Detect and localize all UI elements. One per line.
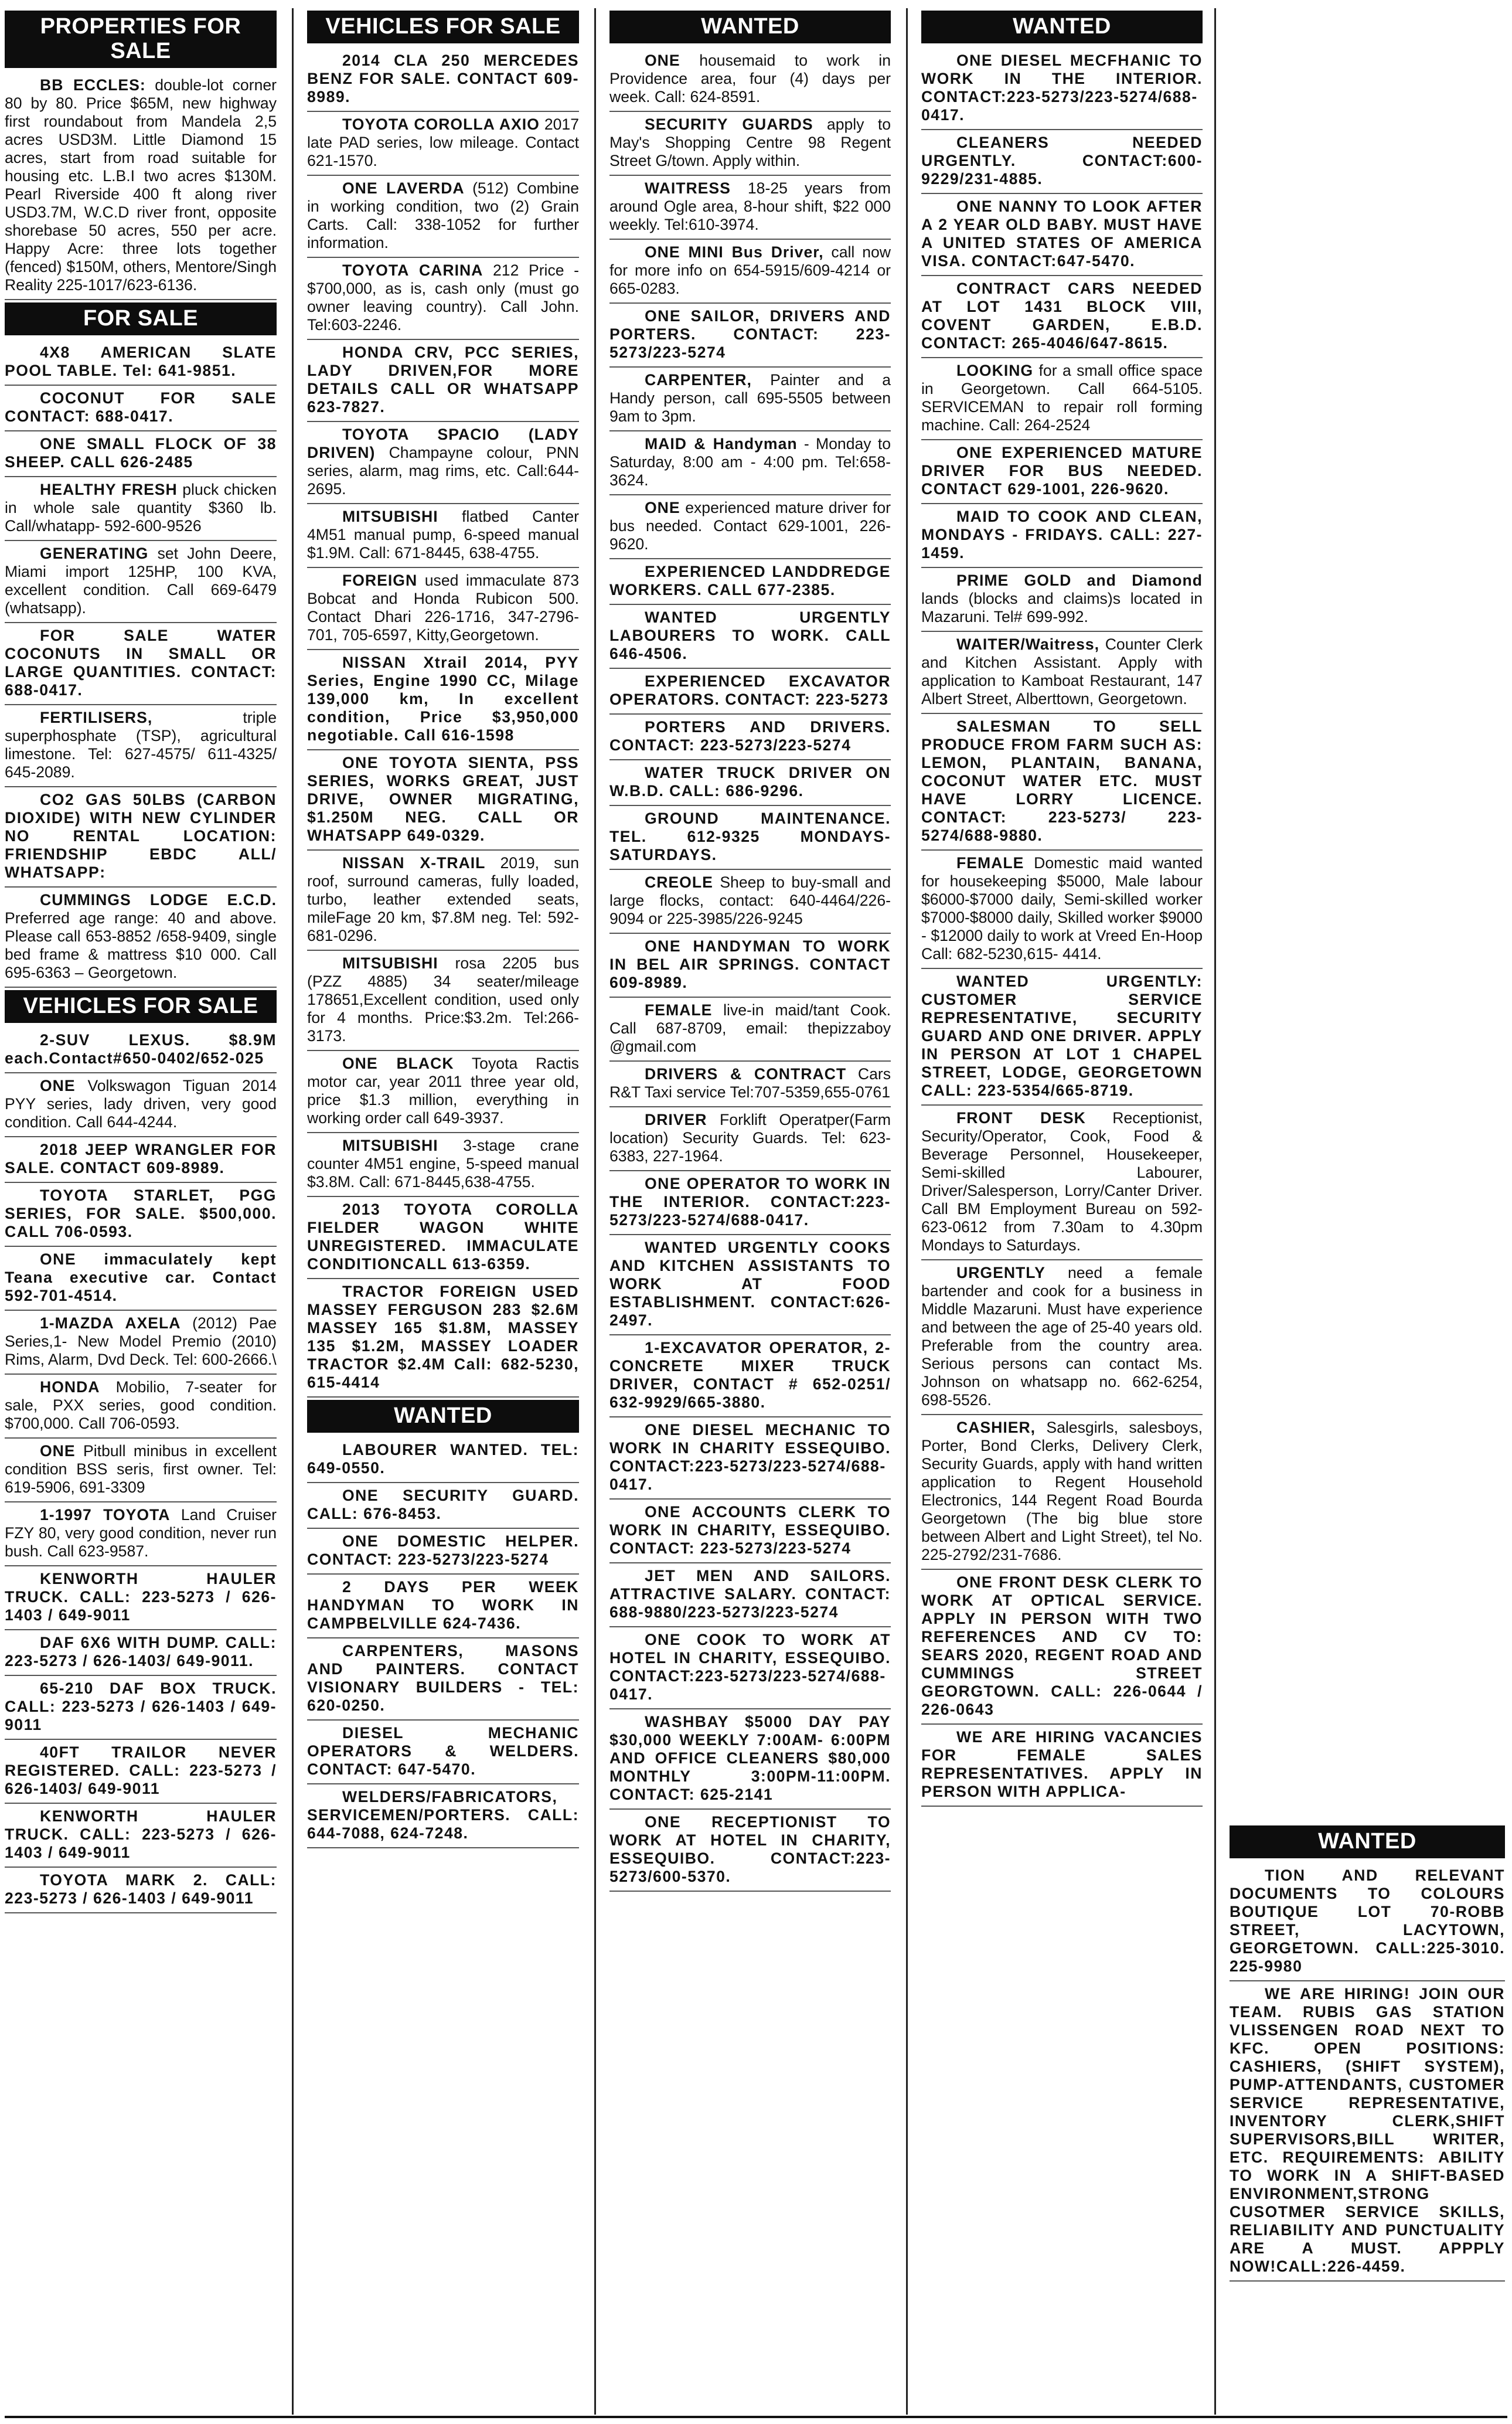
- classified-ad: [921, 1570, 1203, 1725]
- ad-lead: ONE SAILOR, DRIVERS AND PORTERS. CONTACT: 223-5273/223-5274: [609, 307, 891, 361]
- classified-ad: [307, 1133, 579, 1197]
- ad-lead: WAITRESS: [645, 179, 731, 197]
- classified-ad: [921, 714, 1203, 851]
- section-heading: VEHICLES FOR SALE: [307, 11, 579, 43]
- classified-ad: [307, 1051, 579, 1133]
- ad-lead: PRIME GOLD and Diamond: [956, 572, 1203, 589]
- ad-lead: 1-EXCAVATOR OPERATOR, 2- CONCRETE MIXER TRUCK DRIVER, CONTACT # 652-0251/ 632-9929/665-3880.: [609, 1339, 891, 1411]
- classified-ad: [307, 568, 579, 650]
- ad-lead: KENWORTH HAULER TRUCK. CALL: 223-5273 / 626-1403 / 649-9011: [5, 1570, 277, 1624]
- ad-body: set John Deere, Miami import 125HP, 100 KVA, excellent condition. Call 669-6479 (whatsapp).: [5, 545, 277, 617]
- ad-lead: DAF 6X6 WITH DUMP. CALL: 223-5273 / 626-1403/ 649-9011.: [5, 1634, 277, 1670]
- ad-lead: LOOKING: [956, 362, 1034, 379]
- classified-ad: [307, 1529, 579, 1575]
- ad-lead: COCONUT FOR SALE CONTACT: 688-0417.: [5, 389, 277, 425]
- classified-ad: [5, 1804, 277, 1868]
- classified-ad: [609, 240, 891, 304]
- ad-lead: ONE: [40, 1077, 76, 1094]
- classified-ad: [5, 1676, 277, 1740]
- ad-lead: ONE MINI Bus Driver,: [645, 243, 824, 261]
- ad-lead: FOR SALE WATER COCONUTS IN SMALL OR LARGE QUANTITIES. CONTACT: 688-0417.: [5, 627, 277, 699]
- ad-body: 18-25 years from around Ogle area, 8-hour shift, $22 000 weekly. Tel:610-3974.: [609, 179, 891, 233]
- ad-lead: DRIVER: [645, 1111, 707, 1128]
- classified-ad: [5, 1439, 277, 1502]
- ad-lead: FOREIGN: [342, 572, 418, 589]
- classified-ad: [609, 495, 891, 559]
- ad-body: Painter and a Handy person, call 695-5505 between 9am to 3pm.: [609, 371, 891, 425]
- ad-lead: MITSUBISHI: [342, 1137, 438, 1154]
- ad-body: for a small office space in Georgetown. Call 664-5105. SERVICEMAN to repair roll forming machine. Call: 264-2524: [921, 362, 1203, 434]
- classified-ad: [307, 1483, 579, 1529]
- ad-body: 2017 late PAD series, low mileage. Contact 621-1570.: [307, 115, 579, 169]
- ad-body: rosa 2205 bus (PZZ 4885) 34 seater/mileage 178651,Excellent condition, used only for 4 months. Price:$3.2m. Tel:266-3173.: [307, 954, 579, 1045]
- classified-ad: [609, 431, 891, 495]
- classified-ad: [5, 431, 277, 477]
- column-rule: [1214, 8, 1216, 2415]
- classified-ad: [609, 176, 891, 240]
- ad-lead: ONE FRONT DESK CLERK TO WORK AT OPTICAL SERVICE. APPLY IN PERSON WITH TWO REFERENCES AND CV TO: SEARS 2020, REGENT ROAD AND CUMMINGS STREET GEORGTOWN. CALL: 226-0644 / 226-0643: [921, 1573, 1203, 1718]
- ad-lead: LABOURER WANTED. TEL: 649-0550.: [307, 1441, 579, 1477]
- ad-lead: 2014 CLA 250 MERCEDES BENZ FOR SALE. CONTACT 609-8989.: [307, 52, 579, 106]
- ad-lead: TOYOTA STARLET, PGG SERIES, FOR SALE. $500,000. CALL 706-0593.: [5, 1186, 277, 1240]
- ad-body: Sheep to buy-small and large flocks, contact: 640-4464/226-9094 or 225-3985/226-9245: [609, 873, 891, 927]
- ad-body: Volkswagon Tiguan 2014 PYY series, lady driven, very good condition. Call 644-4244.: [5, 1077, 277, 1131]
- ad-lead: TOYOTA COROLLA AXIO: [342, 115, 540, 133]
- ad-lead: 40FT TRAILOR NEVER REGISTERED. CALL: 223-5273 / 626-1403/ 649-9011: [5, 1743, 277, 1797]
- ad-lead: TRACTOR FOREIGN USED MASSEY FERGUSON 283 $2.6M MASSEY 165 $1.8M, MASSEY 135 $1.2M, MASSEY LOADER TRACTOR $2.4M Call: 682-5230, 615-4414: [307, 1283, 579, 1391]
- classified-ad: [5, 623, 277, 705]
- ad-lead: DRIVERS & CONTRACT: [645, 1065, 847, 1083]
- classified-ad: [921, 504, 1203, 568]
- ad-lead: TOYOTA CARINA: [342, 261, 483, 279]
- ad-lead: CREOLE: [645, 873, 713, 891]
- ad-lead: WATER TRUCK DRIVER ON W.B.D. CALL: 686-9296.: [609, 764, 891, 800]
- ad-lead: CO2 GAS 50LBS (CARBON DIOXIDE) WITH NEW CYLINDER NO RENTAL LOCATION: FRIENDSHIP EBDC ALL/ WHATSAPP:: [5, 791, 277, 881]
- classified-ad: [307, 1784, 579, 1848]
- classified-ad: [5, 386, 277, 431]
- classified-ad: [609, 1062, 891, 1107]
- ad-lead: WANTED URGENTLY COOKS AND KITCHEN ASSISTANTS TO WORK AT FOOD ESTABLISHMENT. CONTACT:626-2497.: [609, 1239, 891, 1329]
- ad-body: Receptionist, Security/Operator, Cook, Food & Beverage Personnel, Housekeeper, Semi-skilled Labourer, Driver/Salesperson, Lorry/Canter Driver. Call BM Employment Bureau on 592-623-0612 from 7.30am to 4.30pm Mondays to Saturdays.: [921, 1109, 1203, 1254]
- classified-ad: [609, 1107, 891, 1171]
- classifieds-column-4: [921, 8, 1203, 2418]
- classified-ad: [307, 951, 579, 1051]
- ad-lead: ONE DIESEL MECHANIC TO WORK IN CHARITY ESSEQUIBO. CONTACT:223-5273/223-5274/688-0417.: [609, 1421, 891, 1493]
- classified-ad: [609, 1235, 891, 1335]
- ad-lead: HONDA: [40, 1378, 100, 1396]
- ad-lead: FEMALE: [645, 1001, 713, 1019]
- ad-lead: ONE LAVERDA: [342, 179, 465, 197]
- classifieds-column-1: [5, 8, 277, 2418]
- ad-body: Toyota Ractis motor car, year 2011 three year old, price $1.3 million, everything in working order call 649-3937.: [307, 1055, 579, 1127]
- classified-ad: [609, 1171, 891, 1235]
- ad-body: double-lot corner 80 by 80. Price $65M, new highway first roundabout from Mandela 2,5 acres USD3M. Little Diamond 15 acres, start from road suitable for housing etc. L.B.I two acres $130M. Pearl Riverside 400 ft along river USD3.7M, W.C.D river front, opposite shorebase 50 acres, 550 per acre. Happy Acre: three lots together (fenced) $150M, others, Mentore/Singh Reality 225-1017/623-6136.: [5, 76, 277, 294]
- ad-body: apply to May's Shopping Centre 98 Regent Street G/town. Apply within.: [609, 115, 891, 169]
- ad-lead: ONE NANNY TO LOOK AFTER A 2 YEAR OLD BABY. MUST HAVE A UNITED STATES OF AMERICA VISA. CONTACT:647-5470.: [921, 198, 1203, 270]
- classified-ad: [921, 358, 1203, 440]
- classified-ad: [5, 1868, 277, 1913]
- classified-ad: [5, 705, 277, 787]
- classified-ad: [307, 1437, 579, 1483]
- ad-body: pluck chicken in whole sale quantity $360 lb. Call/whatapp- 592-600-9526: [5, 481, 277, 535]
- classified-ad: [307, 1279, 579, 1398]
- classified-ad: [307, 851, 579, 951]
- classified-ad: [921, 1725, 1203, 1807]
- ad-lead: ONE DOMESTIC HELPER. CONTACT: 223-5273/223-5274: [307, 1532, 579, 1568]
- ad-lead: WASHBAY $5000 DAY PAY $30,000 WEEKLY 7:00AM- 6:00PM AND OFFICE CLEANERS $80,000 MONTHLY 3:00PM-11:00PM. CONTACT: 625-2141: [609, 1713, 891, 1803]
- section-heading: FOR SALE: [5, 302, 277, 335]
- classified-ad: [1230, 1863, 1505, 1981]
- ad-lead: KENWORTH HAULER TRUCK. CALL: 223-5273 / 626-1403 / 649-9011: [5, 1807, 277, 1861]
- column-rule: [906, 8, 908, 2415]
- ad-body: used immaculate 873 Bobcat and Honda Rubicon 500. Contact Dhari 226-1716, 347-2796-701, 705-6597, Kitty,Georgetown.: [307, 572, 579, 644]
- classified-ad: [5, 73, 277, 300]
- ad-body: Counter Clerk and Kitchen Assistant. Apply with application to Kamboat Restaurant, 147 Albert Street, Alberttown, Georgetown.: [921, 635, 1203, 708]
- classified-ad: [307, 1638, 579, 1721]
- ad-lead: 2013 TOYOTA COROLLA FIELDER WAGON WHITE UNREGISTERED. IMMACULATE CONDITIONCALL 613-6359.: [307, 1201, 579, 1273]
- classified-ad: [5, 1247, 277, 1311]
- classified-ad: [921, 1415, 1203, 1570]
- classified-ad: [5, 1073, 277, 1137]
- ad-lead: WANTED URGENTLY LABOURERS TO WORK. CALL 646-4506.: [609, 608, 891, 662]
- classified-ad: [307, 1197, 579, 1279]
- classified-ad: [5, 1740, 277, 1804]
- ad-lead: NISSAN X-TRAIL: [342, 854, 486, 872]
- classified-ad: [609, 1627, 891, 1709]
- ad-body: housemaid to work in Providence area, four (4) days per week. Call: 624-8591.: [609, 52, 891, 106]
- classified-ad: [609, 870, 891, 934]
- classified-ad: [5, 888, 277, 988]
- classifieds-column-2: [307, 8, 579, 2418]
- classified-ad: [609, 1810, 891, 1892]
- ad-lead: ONE SECURITY GUARD. CALL: 676-8453.: [307, 1487, 579, 1522]
- ad-lead: NISSAN Xtrail 2014, PYY Series, Engine 1990 CC, Milage 139,000 km, In excellent condition, Price $3,950,000 negotiable. Call 616-1598: [307, 654, 579, 744]
- ad-lead: ONE ACCOUNTS CLERK TO WORK IN CHARITY, ESSEQUIBO. CONTACT: 223-5273/223-5274: [609, 1503, 891, 1557]
- ad-body: need a female bartender and cook for a business in Middle Mazaruni. Must have experience and between the age of 25-40 years old. Preferable from the country area. Serious persons can contact Ms. Johnson on whatsapp no. 662-6254, 698-5526.: [921, 1264, 1203, 1409]
- column-rule: [292, 8, 294, 2415]
- classified-ad: [609, 304, 891, 368]
- classified-ad: [921, 440, 1203, 504]
- classified-ad: [609, 1563, 891, 1627]
- classified-ad: [5, 340, 277, 386]
- ad-lead: GROUND MAINTENANCE. TEL. 612-9325 MONDAYS-SATURDAYS.: [609, 810, 891, 863]
- ad-lead: CARPENTERS, MASONS AND PAINTERS. CONTACT VISIONARY BUILDERS - TEL: 620-0250.: [307, 1642, 579, 1714]
- classified-ad: [307, 48, 579, 112]
- ad-body: 3-stage crane counter 4M51 engine, 5-speed manual $3.8M. Call: 671-8445,638-4755.: [307, 1137, 579, 1191]
- ad-lead: ONE OPERATOR TO WORK IN THE INTERIOR. CONTACT:223-5273/223-5274/688-0417.: [609, 1175, 891, 1229]
- ad-body: Cars R&T Taxi service Tel:707-5359,655-0761: [609, 1065, 891, 1101]
- ad-lead: SALESMAN TO SELL PRODUCE FROM FARM SUCH AS: LEMON, PLANTAIN, BANANA, COCONUT WATER ETC. MUST HAVE LORRY LICENCE. CONTACT: 223-5273/ 223-5274/688-9880.: [921, 718, 1203, 844]
- ad-lead: WE ARE HIRING! JOIN OUR TEAM. RUBIS GAS STATION VLISSENGEN ROAD NEXT TO KFC. OPEN POSITIONS: CASHIERS, (SHIFT SYSTEM), PUMP-ATTENDANTS, CUSTOMER SERVICE REPRESENTATIVE, INVENTORY CLERK,SHIFT SUPERVISORS,BILL WRITER, ETC. REQUIREMENTS: ABILITY TO WORK IN A SHIFT-BASED ENVIRONMENT,STRONG CUSOTMER SERVICE SKILLS, RELIABILITY AND PUNCTUALITY ARE A MUST. APPPLY NOW!CALL:226-4459.: [1230, 1985, 1505, 2275]
- classified-ad: [609, 806, 891, 870]
- ad-lead: FERTILISERS,: [40, 709, 153, 726]
- classified-ad: [307, 176, 579, 258]
- ad-lead: GENERATING: [40, 545, 149, 562]
- classified-ad: [921, 276, 1203, 358]
- ad-body: call now for more info on 654-5915/609-4214 or 665-0283.: [609, 243, 891, 297]
- ad-lead: WE ARE HIRING VACANCIES FOR FEMALE SALES REPRESENTATIVES. APPLY IN PERSON WITH APPLICA-: [921, 1728, 1203, 1800]
- ad-lead: PORTERS AND DRIVERS. CONTACT: 223-5273/223-5274: [609, 718, 891, 754]
- classified-ad: [5, 477, 277, 541]
- classified-ad: [307, 1721, 579, 1784]
- ad-lead: ONE: [645, 52, 680, 69]
- classified-ad: [609, 112, 891, 176]
- ad-lead: JET MEN AND SAILORS. ATTRACTIVE SALARY. CONTACT: 688-9880/223-5273/223-5274: [609, 1567, 891, 1621]
- ad-body: Land Cruiser FZY 80, very good condition, never run bush. Call 623-9587.: [5, 1506, 277, 1560]
- ad-lead: CLEANERS NEEDED URGENTLY. CONTACT:600-9229/231-4885.: [921, 134, 1203, 188]
- classified-ad: [921, 1260, 1203, 1415]
- ad-body: Domestic maid wanted for housekeeping $5000, Male labour $6000-$7000 daily, Semi-skilled worker $7000-$8000 daily, Skilled worker $9000 - $12000 daily to work at Vreed En-Hoop Call: 682-5230,615- 4414.: [921, 854, 1203, 963]
- classified-ad: [609, 605, 891, 669]
- ad-lead: TOYOTA MARK 2. CALL: 223-5273 / 626-1403 / 649-9011: [5, 1871, 277, 1907]
- classified-ad: [307, 112, 579, 176]
- ad-lead: 2018 JEEP WRANGLER FOR SALE. CONTACT 609-8989.: [5, 1141, 277, 1177]
- ad-lead: EXPERIENCED EXCAVATOR OPERATORS. CONTACT: 223-5273: [609, 672, 891, 708]
- ad-lead: 4X8 AMERICAN SLATE POOL TABLE. Tel: 641-9851.: [5, 344, 277, 379]
- ad-lead: ONE immaculately kept Teana executive car. Contact 592-701-4514.: [5, 1250, 277, 1304]
- ad-body: Champayne colour, PNN series, alarm, mag rims, etc. Call:644-2695.: [307, 444, 579, 498]
- classified-ad: [609, 934, 891, 998]
- classified-ad: [609, 368, 891, 431]
- ad-lead: ONE DIESEL MECFHANIC TO WORK IN THE INTERIOR. CONTACT:223-5273/223-5274/688-0417.: [921, 52, 1203, 124]
- ad-body: Forklift Operatper(Farm location) Security Guards. Tel: 623-6383, 227-1964.: [609, 1111, 891, 1165]
- ad-lead: HEALTHY FRESH: [40, 481, 178, 498]
- classified-ad: [921, 632, 1203, 714]
- classified-ad: [609, 760, 891, 806]
- classified-ad: [5, 1183, 277, 1247]
- classified-ad: [307, 1575, 579, 1638]
- ad-lead: DIESEL MECHANIC OPERATORS & WELDERS. CONTACT: 647-5470.: [307, 1724, 579, 1778]
- classified-ad: [609, 1709, 891, 1810]
- ad-lead: 65-210 DAF BOX TRUCK. CALL: 223-5273 / 626-1403 / 649-9011: [5, 1680, 277, 1733]
- classified-ad: [609, 1335, 891, 1417]
- ad-lead: SECURITY GUARDS: [645, 115, 813, 133]
- classified-ad: [921, 194, 1203, 276]
- ad-body: (2012) Pae Series,1- New Model Premio (2010) Rims, Alarm, Dvd Deck. Tel: 600-2666.\: [5, 1314, 277, 1368]
- classified-ad: [307, 650, 579, 750]
- ad-lead: MAID TO COOK AND CLEAN, MONDAYS - FRIDAYS. CALL: 227-1459.: [921, 508, 1203, 562]
- ad-lead: CONTRACT CARS NEEDED AT LOT 1431 BLOCK VIII, COVENT GARDEN, E.B.D. CONTACT: 265-4046/647-8615.: [921, 280, 1203, 352]
- section-heading: WANTED: [609, 11, 891, 43]
- section-heading: WANTED: [921, 11, 1203, 43]
- ad-body: 2019, sun roof, surround cameras, fully loaded, turbo, leather extended seats, mileFage 20 km, $7.8M neg. Tel: 592-681-0296.: [307, 854, 579, 944]
- classified-ad: [5, 1502, 277, 1566]
- ad-body: live-in maid/tant Cook. Call 687-8709, email: thepizzaboy @gmail.com: [609, 1001, 891, 1055]
- ad-body: Mobilio, 7-seater for sale, PXX series, good condition. $700,000. Call 706-0593.: [5, 1378, 277, 1432]
- ad-lead: MITSUBISHI: [342, 954, 438, 972]
- classified-ad: [609, 559, 891, 605]
- classified-ad: [609, 1417, 891, 1500]
- classified-ad: [5, 1630, 277, 1676]
- ad-lead: MAID & Handyman: [645, 435, 798, 453]
- ad-body: Salesgirls, salesboys, Porter, Bond Clerks, Delivery Clerk, Security Guards, apply with hand written application to Regent Household Electronics, 144 Regent Road Bourda Georgetown (The big blue store between Albert and Light Street), tel No. 225-2792/231-7686.: [921, 1419, 1203, 1563]
- classifieds-column-5: [1230, 1823, 1505, 2415]
- classified-ad: [307, 422, 579, 504]
- ad-lead: ONE: [40, 1442, 76, 1460]
- ad-body: (512) Combine in working condition, two (2) Grain Carts. Call: 338-1052 for further information.: [307, 179, 579, 251]
- classified-ad: [609, 998, 891, 1062]
- classified-ad: [921, 568, 1203, 632]
- column-rule: [594, 8, 596, 2415]
- ad-body: Pitbull minibus in excellent condition BSS seris, first owner. Tel: 619-5906, 691-3309: [5, 1442, 277, 1496]
- ad-lead: CARPENTER,: [645, 371, 752, 389]
- section-heading: PROPERTIES FOR SALE: [5, 11, 277, 68]
- ad-lead: TOYOTA SPACIO (LADY DRIVEN): [307, 426, 579, 461]
- ad-body: Preferred age range: 40 and above. Please call 653-8852 /658-9409, single bed frame & mattress $10 000. Call 695-6363 – Georgetown.: [5, 909, 277, 981]
- ad-lead: EXPERIENCED LANDDREDGE WORKERS. CALL 677-2385.: [609, 563, 891, 599]
- classified-ad: [921, 1106, 1203, 1260]
- classified-ad: [5, 1028, 277, 1073]
- ad-lead: URGENTLY: [956, 1264, 1046, 1281]
- ad-body: flatbed Canter 4M51 manual pump, 6-speed manual $1.9M. Call: 671-8445, 638-4755.: [307, 508, 579, 562]
- ad-body: 212 Price - $700,000, as is, cash only (must go owner leaving country). Call John. Tel:603-2246.: [307, 261, 579, 334]
- ad-lead: ONE TOYOTA SIENTA, PSS SERIES, WORKS GREAT, JUST DRIVE, OWNER MIGRATING, $1.250M NEG. CALL OR WHATSAPP 649-0329.: [307, 754, 579, 844]
- ad-lead: ONE SMALL FLOCK OF 38 SHEEP. CALL 626-2485: [5, 435, 277, 471]
- ad-body: triple superphosphate (TSP), agricultural limestone. Tel: 627-4575/ 611-4325/ 645-2089.: [5, 709, 277, 781]
- ad-lead: ONE EXPERIENCED MATURE DRIVER FOR BUS NEEDED. CONTACT 629-1001, 226-9620.: [921, 444, 1203, 498]
- ad-lead: FEMALE: [956, 854, 1024, 872]
- ad-lead: ONE: [645, 499, 680, 516]
- section-heading: WANTED: [1230, 1825, 1505, 1858]
- ad-lead: CASHIER,: [956, 1419, 1036, 1436]
- section-heading: WANTED: [307, 1400, 579, 1433]
- classified-ad: [609, 48, 891, 112]
- ad-lead: 2-SUV LEXUS. $8.9M each.Contact#650-0402/652-025: [5, 1031, 277, 1067]
- ad-lead: WAITER/Waitress,: [956, 635, 1100, 653]
- classified-ad: [609, 715, 891, 760]
- classified-ad: [921, 851, 1203, 969]
- ad-lead: BB ECCLES:: [40, 76, 146, 94]
- section-heading: VEHICLES FOR SALE: [5, 990, 277, 1023]
- classified-ad: [307, 258, 579, 340]
- classifieds-column-3: [609, 8, 891, 2418]
- classified-ad: [307, 504, 579, 568]
- ad-lead: TION AND RELEVANT DOCUMENTS TO COLOURS BOUTIQUE LOT 70-ROBB STREET, LACYTOWN, GEORGETOWN. CALL:225-3010. 225-9980: [1230, 1867, 1505, 1975]
- ad-lead: 1-1997 TOYOTA: [40, 1506, 171, 1524]
- ad-lead: ONE RECEPTIONIST TO WORK AT HOTEL IN CHARITY, ESSEQUIBO. CONTACT:223-5273/600-5370.: [609, 1813, 891, 1885]
- classified-ad: [5, 1137, 277, 1183]
- ad-lead: WELDERS/FABRICATORS, SERVICEMEN/PORTERS. CALL: 644-7088, 624-7248.: [307, 1788, 579, 1842]
- classified-ad: [5, 787, 277, 888]
- classified-ad: [1230, 1981, 1505, 2282]
- ad-lead: 2 DAYS PER WEEK HANDYMAN TO WORK IN CAMPBELVILLE 624-7436.: [307, 1578, 579, 1632]
- classified-ad: [921, 130, 1203, 194]
- classified-ad: [921, 48, 1203, 130]
- ad-lead: 1-MAZDA AXELA: [40, 1314, 181, 1332]
- classified-ad: [5, 1311, 277, 1375]
- ad-body: - Monday to Saturday, 8:00 am - 4:00 pm. Tel:658-3624.: [609, 435, 891, 489]
- classified-ad: [307, 750, 579, 851]
- classified-ad: [609, 669, 891, 715]
- ad-lead: HONDA CRV, PCC SERIES, LADY DRIVEN,FOR MORE DETAILS CALL OR WHATSAPP 623-7827.: [307, 344, 579, 416]
- ad-lead: ONE BLACK: [342, 1055, 454, 1072]
- ad-lead: ONE COOK TO WORK AT HOTEL IN CHARITY, ESSEQUIBO. CONTACT:223-5273/223-5274/688-0417.: [609, 1631, 891, 1703]
- ad-lead: ONE HANDYMAN TO WORK IN BEL AIR SPRINGS. CONTACT 609-8989.: [609, 937, 891, 991]
- classified-ad: [609, 1500, 891, 1563]
- ad-lead: MITSUBISHI: [342, 508, 438, 525]
- ad-lead: WANTED URGENTLY: CUSTOMER SERVICE REPRESENTATIVE, SECURITY GUARD AND ONE DRIVER. APPLY IN PERSON AT LOT 1 CHAPEL STREET, LODGE, GEORGETOWN CALL: 223-5354/665-8719.: [921, 973, 1203, 1099]
- ad-body: experienced mature driver for bus needed. Contact 629-1001, 226-9620.: [609, 499, 891, 553]
- classified-ad: [5, 1375, 277, 1439]
- classified-ad: [5, 1566, 277, 1630]
- classified-ad: [307, 340, 579, 422]
- ad-lead: CUMMINGS LODGE E.C.D.: [40, 891, 277, 909]
- classified-ad: [921, 969, 1203, 1106]
- ad-lead: FRONT DESK: [956, 1109, 1086, 1127]
- ad-body: lands (blocks and claims)s located in Mazaruni. Tel# 699-992.: [921, 590, 1203, 625]
- classified-ad: [5, 541, 277, 623]
